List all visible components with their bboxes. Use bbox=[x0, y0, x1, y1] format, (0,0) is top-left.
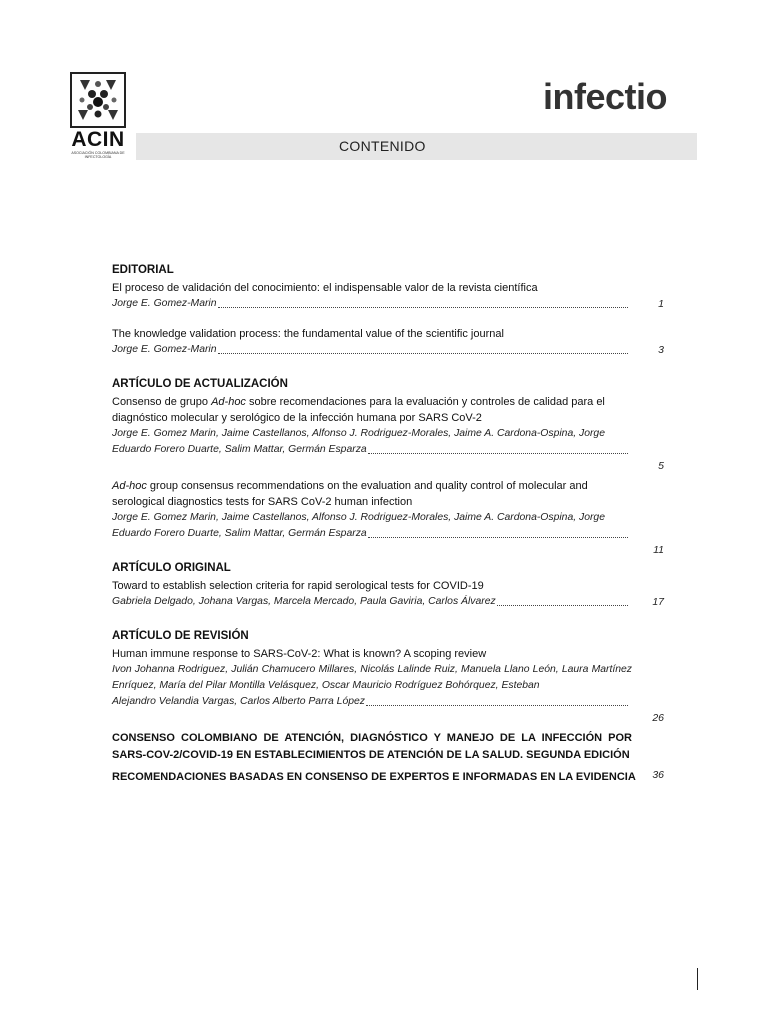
consenso-title: CONSENSO COLOMBIANO DE ATENCIÓN, DIAGNÓSTICO Y MANEJO DE LA INFECCIÓN POR SARS-COV-2/COVID-19 EN ESTABLECIMIENTOS DE ATENCIÓN DE LA SALUD. SEGUNDA EDICIÓN bbox=[112, 732, 632, 761]
infectio-logo bbox=[543, 76, 667, 118]
entry-authors-continued: Alejandro Velandia Vargas, Carlos Alberto Parra López bbox=[112, 694, 628, 710]
toc-entry[interactable] bbox=[112, 478, 664, 556]
contents-title: CONTENIDO bbox=[339, 138, 426, 154]
toc-entry[interactable] bbox=[112, 646, 664, 724]
page-margin-mark bbox=[697, 968, 698, 990]
consenso-subtitle: RECOMENDACIONES BASADAS EN CONSENSO DE EXPERTOS E INFORMADAS EN LA EVIDENCIA bbox=[112, 771, 636, 783]
dot-leader bbox=[366, 704, 628, 706]
entry-title: Consenso de grupo Ad-hoc sobre recomendaciones para la evaluación y controles de calidad para el diagnóstico molecular y serológico de la infección humana por SARS CoV-2 bbox=[112, 396, 605, 424]
section-heading-original: ARTÍCULO ORIGINAL bbox=[112, 562, 231, 574]
toc-entry[interactable] bbox=[112, 280, 664, 312]
entry-title: The knowledge validation process: the fundamental value of the scientific journal bbox=[112, 328, 504, 340]
section-heading-actualizacion: ARTÍCULO DE ACTUALIZACIÓN bbox=[112, 378, 288, 390]
dot-leader bbox=[218, 352, 628, 354]
page-number: 11 bbox=[653, 544, 664, 556]
entry-authors: Jorge E. Gomez Marin, Jaime Castellanos, Alfonso J. Rodriguez-Morales, Jaime A. Cardona-Ospina, Jorge bbox=[112, 428, 605, 439]
acin-logo bbox=[70, 72, 126, 159]
page-number: 1 bbox=[658, 298, 664, 310]
acin-emblem-icon bbox=[70, 72, 126, 128]
page-number: 36 bbox=[652, 769, 664, 781]
contents-header-bar bbox=[136, 133, 697, 160]
entry-authors-continued: Eduardo Forero Duarte, Salim Mattar, Germán Esparza bbox=[112, 442, 628, 458]
toc-entry[interactable] bbox=[112, 578, 664, 610]
toc-entry[interactable] bbox=[112, 394, 664, 472]
dot-leader bbox=[368, 452, 628, 454]
dot-leader bbox=[218, 306, 628, 308]
page-number: 3 bbox=[658, 344, 664, 356]
section-heading-revision: ARTÍCULO DE REVISIÓN bbox=[112, 630, 249, 642]
toc-entry-consenso[interactable] bbox=[112, 730, 664, 786]
entry-authors-continued: Eduardo Forero Duarte, Salim Mattar, Germán Esparza bbox=[112, 526, 628, 542]
dot-leader bbox=[497, 604, 628, 606]
entry-title: Ad-hoc group consensus recommendations on the evaluation and quality control of molecular and serological diagnostics tests for SARS CoV-2 human infection bbox=[112, 480, 588, 508]
section-heading-editorial: EDITORIAL bbox=[112, 264, 174, 276]
entry-authors: Gabriela Delgado, Johana Vargas, Marcela Mercado, Paula Gaviria, Carlos Álvarez bbox=[112, 594, 628, 610]
page-number: 17 bbox=[652, 596, 664, 608]
page-number: 26 bbox=[652, 712, 664, 724]
toc-entry[interactable] bbox=[112, 326, 664, 358]
entry-authors: Jorge E. Gomez Marin, Jaime Castellanos, Alfonso J. Rodriguez-Morales, Jaime A. Cardona-Ospina, Jorge bbox=[112, 512, 605, 523]
entry-title: Human immune response to SARS-CoV-2: What is known? A scoping review bbox=[112, 648, 487, 660]
journal-name: infectio bbox=[543, 76, 668, 117]
entry-title: El proceso de validación del conocimiento: el indispensable valor de la revista científica bbox=[112, 282, 538, 294]
entry-authors: Ivon Johanna Rodriguez, Julián Chamucero Millares, Nicolás Lalinde Ruiz, Manuela Llano León, Laura Martínez Enríquez, María del Pilar Montilla Velásquez, Oscar Mauricio Rodríguez Bohórquez, Esteban bbox=[112, 664, 632, 691]
page-number: 5 bbox=[658, 460, 664, 472]
entry-authors: Jorge E. Gomez-Marin bbox=[112, 342, 628, 358]
entry-title: Toward to establish selection criteria for rapid serological tests for COVID-19 bbox=[112, 580, 484, 592]
dot-leader bbox=[368, 536, 628, 538]
acin-name: ACIN bbox=[71, 128, 125, 151]
acin-subtitle: ASOCIACIÓN COLOMBIANA DE INFECTOLOGÍA bbox=[71, 151, 125, 159]
table-of-contents bbox=[112, 264, 664, 800]
entry-authors: Jorge E. Gomez-Marin bbox=[112, 296, 628, 312]
